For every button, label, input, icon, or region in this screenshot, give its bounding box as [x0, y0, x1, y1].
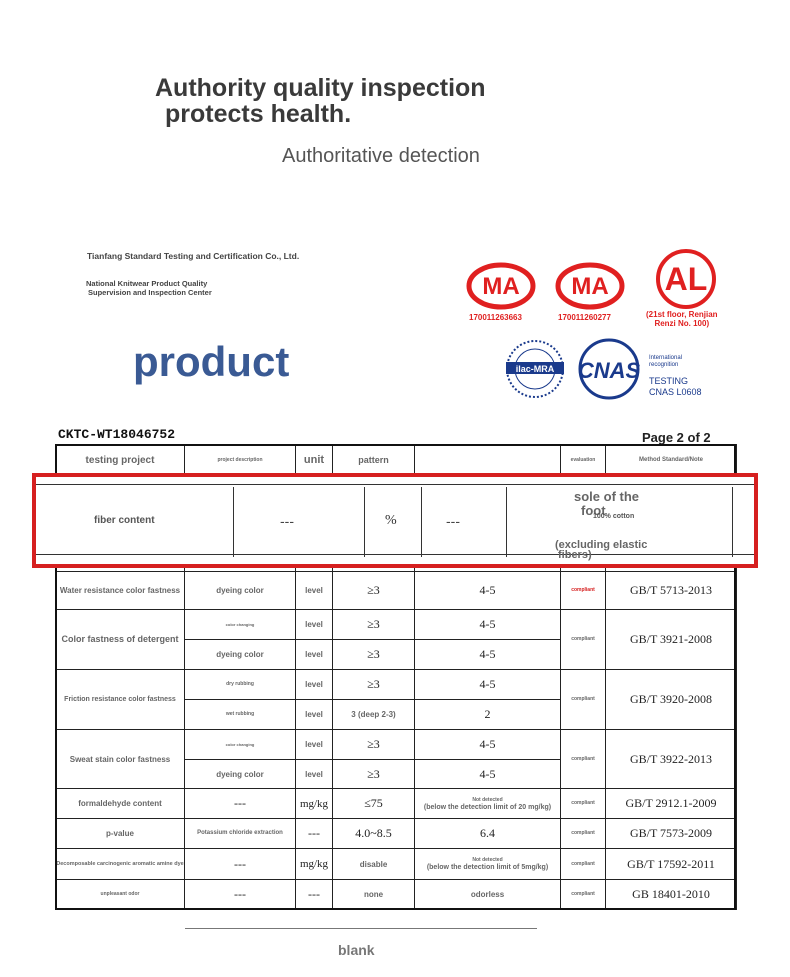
row-desc: dyeing color	[185, 760, 296, 789]
svg-text:AL: AL	[664, 261, 708, 297]
headline-line2: protects health.	[165, 100, 352, 128]
row-requirement: 4.0~8.5	[333, 819, 415, 849]
row-desc: Potassium chloride extraction	[185, 819, 296, 849]
row-desc: ---	[185, 880, 296, 910]
row-result: 4-5	[415, 610, 561, 640]
cal-logo	[653, 248, 719, 310]
row-unit: level	[296, 730, 333, 760]
highlight-divider	[506, 487, 507, 557]
headline-line1: Authority quality inspection	[155, 74, 486, 102]
cal-note-line2: Renzi No. 100)	[654, 319, 710, 328]
row-result-note: (below the detection limit of 5mg/kg)	[426, 864, 549, 871]
inspection-center	[86, 279, 212, 297]
row-unit: mg/kg	[296, 789, 333, 819]
row-item: Decomposable carcinogenic aromatic amine dye	[56, 849, 185, 880]
svg-text:ilac-MRA: ilac-MRA	[515, 364, 555, 374]
row-requirement: none	[333, 880, 415, 910]
svg-text:CNAS: CNAS	[577, 358, 641, 383]
row-result: 2	[415, 700, 561, 730]
highlight-desc: ---	[280, 513, 294, 529]
report-number: CKTC-WT18046752	[58, 427, 176, 442]
header-project-description: project description	[185, 445, 296, 476]
product-label: product	[133, 338, 290, 385]
row-result: 4-5	[415, 572, 561, 610]
row-requirement: ≤75	[333, 789, 415, 819]
ilac-mra-logo	[500, 338, 570, 400]
header-testing-project: testing project	[56, 445, 185, 476]
row-unit: level	[296, 610, 333, 640]
cnas-testing: TESTING	[649, 376, 689, 386]
page-number: Page 2 of 2	[642, 430, 711, 445]
cnas-line1: International	[649, 355, 683, 361]
row-evaluation: compliant	[561, 789, 606, 819]
row-desc: ---	[185, 849, 296, 880]
cnas-testing-label	[649, 376, 702, 398]
footer-divider	[185, 928, 537, 929]
highlight-top-line	[36, 484, 754, 485]
cma-logo-1	[466, 262, 536, 310]
header-method-standard: Method Standard/Note	[606, 445, 737, 476]
row-unit: level	[296, 760, 333, 789]
row-standard: GB/T 17592-2011	[606, 849, 737, 880]
highlight-result-line5: fibers)	[558, 549, 592, 561]
row-standard: GB/T 5713-2013	[606, 572, 737, 610]
table-row	[56, 572, 737, 610]
row-item: Water resistance color fastness	[56, 572, 185, 610]
cma-logo-2	[555, 262, 625, 310]
highlight-pattern: ---	[446, 513, 460, 529]
highlight-result-line4: (excluding elastic	[555, 539, 648, 551]
row-result: 4-5	[415, 640, 561, 670]
cal-note	[646, 310, 718, 328]
row-unit: level	[296, 700, 333, 730]
row-item: Friction resistance color fastness	[56, 670, 185, 730]
row-evaluation: compliant	[561, 819, 606, 849]
row-requirement: ≥3	[333, 572, 415, 610]
table-row	[56, 849, 737, 880]
highlight-divider	[233, 487, 234, 557]
row-result: 6.4	[415, 819, 561, 849]
row-desc: wet rubbing	[185, 700, 296, 730]
row-requirement: ≥3	[333, 760, 415, 789]
header-pattern: pattern	[333, 445, 415, 476]
highlight-result-line2: foot	[581, 503, 606, 518]
row-unit: ---	[296, 880, 333, 910]
row-unit: ---	[296, 819, 333, 849]
row-requirement: ≥3	[333, 640, 415, 670]
highlight-result-line3: 100% cotton	[593, 513, 635, 520]
row-result: 4-5	[415, 730, 561, 760]
row-unit: level	[296, 572, 333, 610]
table-row	[56, 819, 737, 849]
row-evaluation: compliant	[561, 572, 606, 610]
inspection-center-line1: National Knitwear Product Quality	[86, 279, 208, 288]
header-evaluation: evaluation	[561, 445, 606, 476]
row-evaluation: compliant	[561, 880, 606, 910]
cnas-line2: recognition	[649, 362, 679, 368]
cnas-recognition	[649, 355, 682, 369]
highlight-divider	[732, 487, 733, 557]
company-name: Tianfang Standard Testing and Certification Co., Ltd.	[87, 251, 300, 261]
inspection-center-line2: Supervision and Inspection Center	[88, 288, 212, 297]
row-evaluation: compliant	[561, 730, 606, 789]
table-header-row	[56, 445, 737, 476]
highlight-bottom-line	[36, 554, 754, 555]
highlight-item: fiber content	[94, 515, 155, 526]
row-result-top: Not detected	[472, 796, 503, 803]
cma2-code: 170011260277	[558, 313, 611, 322]
row-desc: dyeing color	[185, 572, 296, 610]
row-unit: level	[296, 640, 333, 670]
subtitle: Authoritative detection	[282, 145, 480, 167]
row-evaluation: compliant	[561, 670, 606, 730]
row-item: unpleasant odor	[56, 880, 185, 910]
row-item: Color fastness of detergent	[56, 610, 185, 670]
row-result-note: (below the detection limit of 20 mg/kg)	[423, 803, 552, 811]
row-result: 4-5	[415, 760, 561, 789]
table-row	[56, 670, 737, 700]
row-item: formaldehyde content	[56, 789, 185, 819]
row-standard: GB 18401-2010	[606, 880, 737, 910]
row-desc: dyeing color	[185, 640, 296, 670]
table-row	[56, 610, 737, 640]
row-result: 4-5	[415, 670, 561, 700]
row-requirement: disable	[333, 849, 415, 880]
row-standard: GB/T 3922-2013	[606, 730, 737, 789]
highlight-divider	[421, 487, 422, 557]
svg-text:MA: MA	[482, 273, 520, 300]
row-result-top: Not detected	[472, 857, 503, 863]
row-standard: GB/T 3921-2008	[606, 610, 737, 670]
table-row	[56, 789, 737, 819]
highlight-result-line1: sole of the	[574, 489, 640, 504]
table-row	[56, 730, 737, 760]
header-result	[415, 445, 561, 476]
row-unit: level	[296, 670, 333, 700]
row-standard: GB/T 2912.1-2009	[606, 789, 737, 819]
row-item: p-value	[56, 819, 185, 849]
row-requirement: 3 (deep 2-3)	[333, 700, 415, 730]
row-result: odorless	[415, 880, 561, 910]
row-standard: GB/T 7573-2009	[606, 819, 737, 849]
cma1-code: 170011263663	[469, 313, 522, 322]
row-desc: color changing	[185, 730, 296, 760]
header-unit: unit	[296, 445, 333, 476]
row-result	[415, 849, 561, 880]
table-row	[56, 880, 737, 910]
cal-note-line1: (21st floor, Renjian	[646, 310, 718, 319]
row-evaluation: compliant	[561, 849, 606, 880]
row-standard: GB/T 3920-2008	[606, 670, 737, 730]
row-unit: mg/kg	[296, 849, 333, 880]
cnas-logo	[572, 338, 646, 400]
row-result	[415, 789, 561, 819]
row-requirement: ≥3	[333, 670, 415, 700]
highlight-unit: %	[385, 513, 397, 528]
cnas-code: CNAS L0608	[649, 387, 702, 397]
highlight-fiber-row	[32, 473, 758, 568]
row-desc: dry rubbing	[185, 670, 296, 700]
svg-text:MA: MA	[571, 273, 609, 300]
row-desc: color changing	[185, 610, 296, 640]
row-requirement: ≥3	[333, 730, 415, 760]
row-evaluation: compliant	[561, 610, 606, 670]
row-desc: ---	[185, 789, 296, 819]
row-requirement: ≥3	[333, 610, 415, 640]
row-item: Sweat stain color fastness	[56, 730, 185, 789]
footer-blank: blank	[338, 942, 375, 958]
highlight-divider	[364, 487, 365, 557]
